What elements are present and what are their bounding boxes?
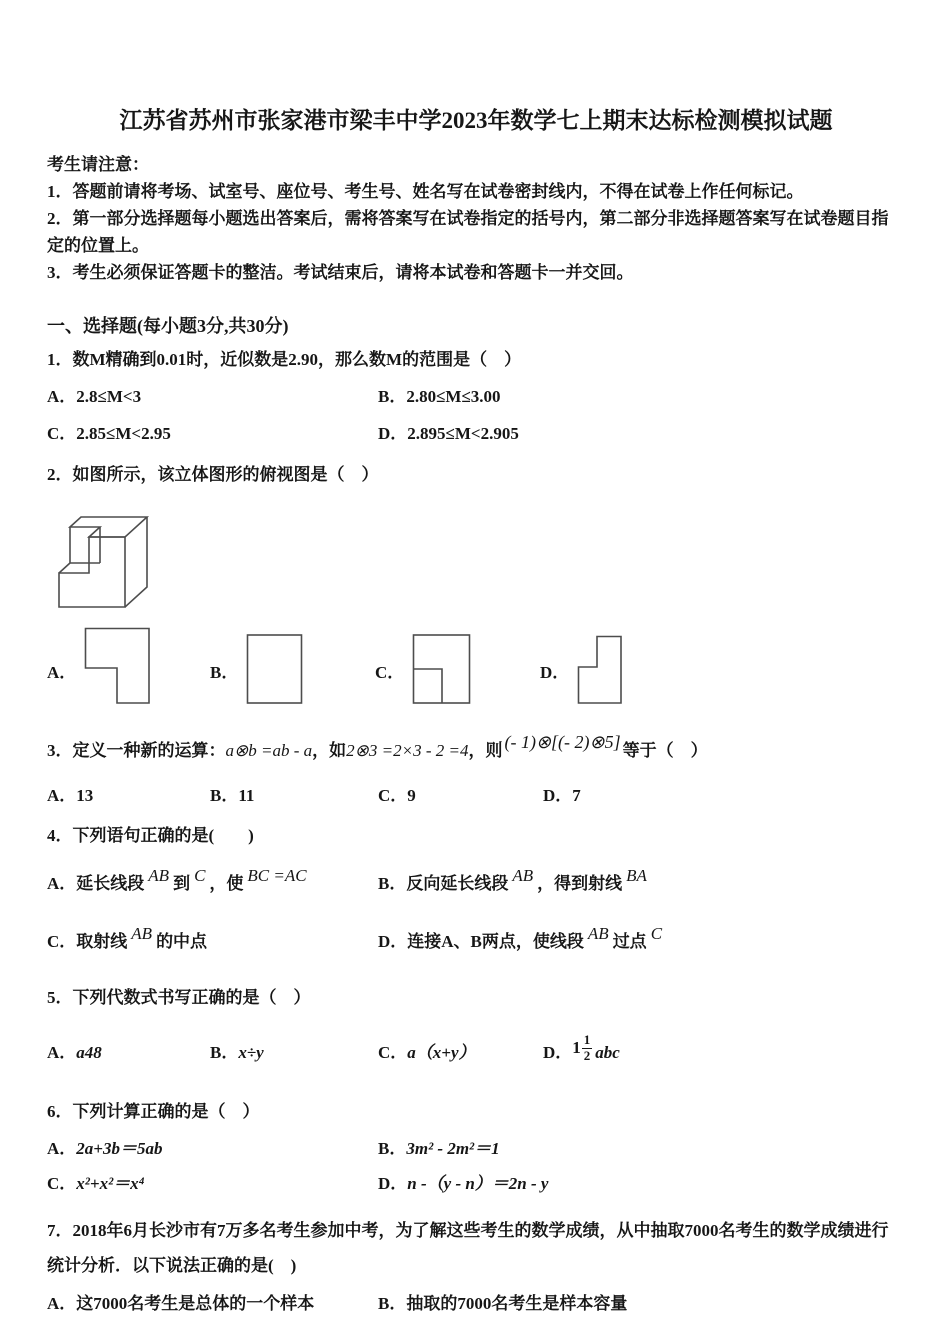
- q1-option-c: C．2.85≤M<2.95: [47, 424, 171, 443]
- q3-option-a: A．13: [47, 786, 94, 805]
- q3-options: [47, 784, 905, 808]
- q2-solid-figure: [47, 495, 905, 615]
- rectangle-with-inner-corner-figure: [412, 633, 472, 705]
- rectangle-figure: [246, 633, 304, 705]
- question-1: [47, 346, 905, 446]
- q6-option-d: D．n -（y - n）＝2n - y: [378, 1174, 549, 1193]
- notice-section: [47, 152, 905, 286]
- l-shape-figure: [84, 627, 152, 705]
- notice-item: 2．第一部分选择题每小题选出答案后，需将答案写在试卷指定的括号内，第二部分非选择题答案写在试卷题目指定的位置上。: [47, 209, 889, 255]
- q2-option-d: D．: [540, 635, 623, 705]
- q7-stem: 7．2018年6月长沙市有7万多名考生参加中考，为了解这些考生的数学成绩，从中抽取7000名考生的数学成绩进行统计分析．以下说法正确的是( ): [47, 1221, 889, 1275]
- step-shape-figure: [577, 635, 623, 705]
- q6-option-a: A．2a+3b＝5ab: [47, 1139, 163, 1158]
- section-heading: 一、选择题(每小题3分,共30分): [47, 316, 289, 336]
- q3-option-b: B．11: [210, 786, 255, 805]
- q2-options: [47, 617, 905, 705]
- q4-options-row2: [47, 922, 905, 962]
- q4-stem: 4．下列语句正确的是( ): [47, 826, 254, 845]
- question-2: [47, 461, 905, 705]
- notice-item: 3．考生必须保证答题卡的整洁。考试结束后，请将本试卷和答题卡一并交回。: [47, 263, 634, 282]
- mixed-fraction: 1 $\frac{1}{2}$: [572, 1031, 591, 1063]
- question-5: [47, 984, 905, 1074]
- q4-options-row1: [47, 864, 905, 904]
- page-title: 江苏省苏州市张家港市梁丰中学2023年数学七上期末达标检测模拟试题: [119, 108, 833, 133]
- q2-option-a: A．: [47, 627, 210, 705]
- q5-option-a: A．a48: [47, 1043, 102, 1062]
- q3-option-c: C．9: [378, 786, 416, 805]
- q6-option-b: B．3m² - 2m²＝1: [378, 1139, 500, 1158]
- question-3: [47, 733, 905, 808]
- q4-option-a: A．延长线段 AB 到 C ，使 BC =AC: [47, 866, 307, 893]
- question-4: [47, 822, 905, 962]
- q6-options-row2: [47, 1171, 905, 1197]
- q5-option-b: B．x÷y: [210, 1043, 264, 1062]
- q1-option-a: A．2.8≤M<3: [47, 387, 142, 406]
- notice-item: 1．答题前请将考场、试室号、座位号、考生号、姓名写在试卷密封线内，不得在试卷上作任何标记。: [47, 182, 804, 201]
- question-6: [47, 1098, 905, 1197]
- q3-bracket-expression: (- 1)⊗[(- 2)⊗5]: [504, 732, 621, 752]
- q6-options-row1: [47, 1136, 905, 1162]
- q7-option-b: B．抽取的7000名考生是样本容量: [378, 1294, 628, 1313]
- q3-option-d: D．7: [543, 786, 581, 805]
- q1-options: [47, 385, 905, 446]
- q5-option-c: C．a（x+y）: [378, 1043, 476, 1062]
- q4-option-d: D．连接A、B两点，使线段 AB 过点 C: [378, 924, 663, 951]
- cube-with-notch-figure: [47, 495, 175, 615]
- q4-option-c: C．取射线 AB 的中点: [47, 924, 208, 951]
- q7-option-a: A．这7000名考生是总体的一个样本: [47, 1294, 315, 1313]
- question-7: [47, 1213, 905, 1317]
- q1-option-d: D．2.895≤M<2.905: [378, 424, 519, 443]
- q6-stem: 6．下列计算正确的是（ ）: [47, 1102, 260, 1121]
- q5-options: [47, 1032, 905, 1074]
- q5-option-d: D． 1 $\frac{1}{2}$ abc: [543, 1032, 905, 1074]
- q5-stem: 5．下列代数式书写正确的是（ ）: [47, 988, 311, 1007]
- q2-option-c: C．: [375, 633, 540, 705]
- notice-heading: 考生请注意：: [47, 155, 149, 174]
- q3-stem: 3．定义一种新的运算：a⊗b =ab - a，如2⊗3 =2×3 - 2 =4，则 (- 1)⊗[(- 2)⊗5] 等于（ ）: [47, 732, 708, 760]
- q1-stem: 1．数M精确到0.01时，近似数是2.90，那么数M的范围是（ ）: [47, 350, 522, 369]
- q1-option-b: B．2.80≤M≤3.00: [378, 387, 501, 406]
- q6-option-c: C．x²+x²＝x⁴: [47, 1174, 145, 1193]
- q2-option-b: B．: [210, 633, 375, 705]
- q4-option-b: B．反向延长线段 AB ，得到射线 BA: [378, 866, 647, 893]
- q2-stem: 2．如图所示，该立体图形的俯视图是（ ）: [47, 465, 379, 484]
- q7-options: [47, 1291, 905, 1317]
